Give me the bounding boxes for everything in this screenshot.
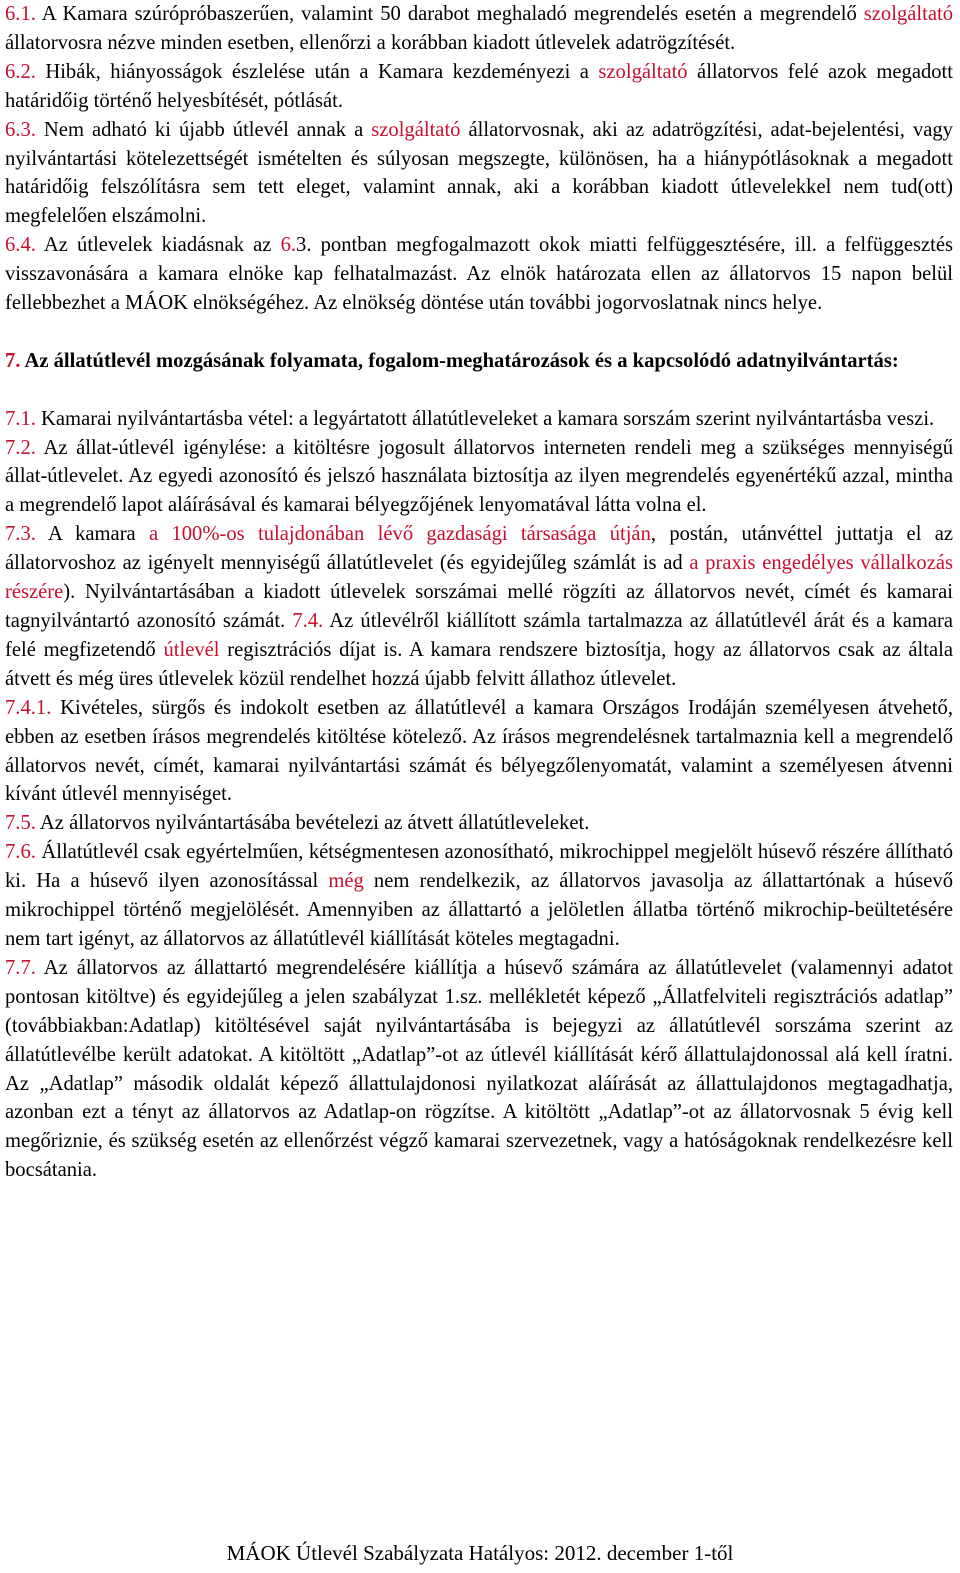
paragraph-7-6: 7.6. Állatútlevél csak egyértelműen, kétségmentesen azonosítható, mikrochippel megjelölt húsevő részére állítható ki. Ha a húsevő ilyen azonosítással még nem rendelkezik, az állatorvos javasolja az állattartónak a húsevő mikrochippel történő megjelölését. Amennyiben az állattartó a jelöletlen állatba történő mikrochip-beültetésére nem tart igényt, az állatorvos az állatútlevél kiállítását köteles megtagadni. — [5, 841, 954, 950]
paragraph-6-4: 6.4. Az útlevelek kiadásnak az 6.3. pontban megfogalmazott okok miatti felfüggesztésére, ill. a felfüggesztés visszavonására a kamara elnöke kap felhatalmazást. Az elnök határozata ellen az állatorvos 15 napon belül fellebbezhet a MÁOK elnökségéhez. Az elnökség döntése után további jogorvoslatnak nincs helye. — [5, 234, 953, 315]
paragraph-6-3: 6.3. Nem adható ki újabb útlevél annak a szolgáltató állatorvosnak, aki az adatrögzítési, adat-bejelentési, vagy nyilvántartási kötelezettségét ismételten és súlyosan megszegte, különösen, ha a hiánypótlásoknak a megadott határidőig felszólításra sem tett eleget, valamint annak, aki a korábban kiadott útlevelekkel nem tud(ott) megfelelően elszámolni. — [5, 118, 953, 228]
section-number: 7. — [5, 349, 21, 372]
section-number: 7.7. — [5, 956, 36, 979]
highlight-text: a 100%-os tulajdonában lévő gazdasági társasága útján — [149, 523, 651, 546]
spacer — [5, 376, 953, 405]
section-number: 7.4.1. — [5, 696, 52, 719]
paragraph-6-1: 6.1. A Kamara szúrópróbaszerűen, valamint 50 darabot meghaladó megrendelés esetén a megrendelő szolgáltató állatorvosra nézve minden esetben, ellenőrzi a korábban kiadott útlevelek adatrögzítését. — [5, 3, 953, 54]
highlight-text: a praxis engedélyes vállalkozás részére — [5, 552, 953, 604]
section-number: 7.3. — [5, 523, 36, 546]
document-body — [5, 0, 953, 1185]
highlight-text: még — [328, 870, 364, 893]
paragraph-7-4-1: 7.4.1. Kivételes, sürgős és indokolt esetben az állatútlevél a kamara Országos Irodáján személyesen átvehető, ebben az esetben írásos megrendelés kitöltése kötelező. Az írásos megrendelésnek tartalmaznia kell a megrendelő állatorvos nevét, címét, kamarai nyilvántartási számát és bélyegzőlenyomatát, valamint a személyesen átvenni kívánt útlevél mennyiséget. — [5, 696, 953, 806]
section-7-heading: 7. Az állatútlevél mozgásának folyamata, fogalom-meghatározások és a kapcsolódó adatnyilvántartás: — [5, 349, 899, 372]
paragraph-7-1: 7.1. Kamarai nyilvántartásba vétel: a legyártatott állatútleveleket a kamara sorszám szerint nyilvántartásba veszi. — [5, 407, 935, 430]
page-footer: MÁOK Útlevél Szabályzata Hatályos: 2012. december 1-től — [226, 1541, 734, 1565]
section-number: 6.2. — [5, 60, 36, 83]
section-number: 7.2. — [5, 436, 36, 459]
section-number: 7.6. — [5, 841, 36, 864]
section-number: 6.3. — [5, 118, 36, 141]
highlight-text: szolgáltató — [863, 3, 953, 25]
paragraph-6-2: 6.2. Hibák, hiányosságok észlelése után a Kamara kezdeményezi a szolgáltató állatorvos felé azok megadott határidőig történő helyesbítését, pótlását. — [5, 60, 953, 112]
section-number: 6.4. — [5, 234, 36, 257]
highlight-text: útlevél — [163, 638, 220, 661]
highlight-text: szolgáltató — [598, 60, 688, 83]
section-number: 7.1. — [5, 407, 36, 430]
highlight-text: szolgáltató — [371, 118, 461, 141]
paragraph-7-3: 7.3. A kamara a 100%-os tulajdonában lévő gazdasági társasága útján, postán, utánvéttel juttatja el az állatorvoshoz az igényelt mennyiségű állatútlevelet (és egyidejűleg számlát is ad a praxis engedélyes vállalkozás részére). Nyilvántartásában a kiadott útlevelek sorszámai mellé rögzíti az állatorvos nevét, címét és kamarai tagnyilvántartó azonosító számát. 7.4. Az útlevélről kiállított számla tartalmazza az állatútlevél árát és a kamara felé megfizetendő útlevél regisztrációs díjat is. A kamara rendszere biztosítja, hogy az állatorvos csak az általa átvett és még üres útlevelek közül rendelhet hozzá újabb felvitt állathoz útlevelet. — [5, 523, 954, 690]
paragraph-7-2: 7.2. Az állat-útlevél igénylése: a kitöltésre jogosult állatorvos interneten rendeli meg a szükséges mennyiségű állat-útlevelet. Az egyedi azonosító és jelszó használata biztosítja az ilyen megrendelés egyenértékű azzal, mintha a megrendelő lapot aláírásával és kamarai bélyegzőjének lenyomatával látta volna el. — [5, 436, 953, 517]
spacer — [5, 318, 953, 347]
section-reference: 6. — [280, 234, 297, 257]
section-number: 7.4. — [292, 610, 324, 632]
section-number: 6.1. — [5, 3, 36, 25]
paragraph-7-7: 7.7. Az állatorvos az állattartó megrendelésére kiállítja a húsevő számára az állatútlevelet (valamennyi adatot pontosan kitöltve) és egyidejűleg a jelen szabályzat 1.sz. mellékletét képező „Állatfelviteli regisztrációs adatlap” (továbbiakban:Adatlap) kitöltésével saját nyilvántartásába is bejegyzi az állatútlevél sorszáma szerint az állatútlevélbe került adatokat. A kitöltött „Adatlap”-ot az útlevél kiállítását kérő állattulajdonossal alá kell íratni. Az „Adatlap” második oldalát képező állattulajdonosi nyilatkozat aláírását az állattulajdonos megtagadhatja, azonban ezt a tényt az állatorvos az Adatlap-on rögzítse. A kitöltött „Adatlap”-ot az állatorvosnak 5 évig kell megőriznie, és szükség esetén az ellenőrzést végző kamarai szervezetnek, vagy a hatóságoknak rendelkezésre kell bocsátania. — [5, 956, 953, 1182]
paragraph-7-5: 7.5. Az állatorvos nyilvántartásába bevételezi az átvett állatútleveleket. — [5, 812, 590, 835]
section-number: 7.5. — [5, 812, 36, 835]
